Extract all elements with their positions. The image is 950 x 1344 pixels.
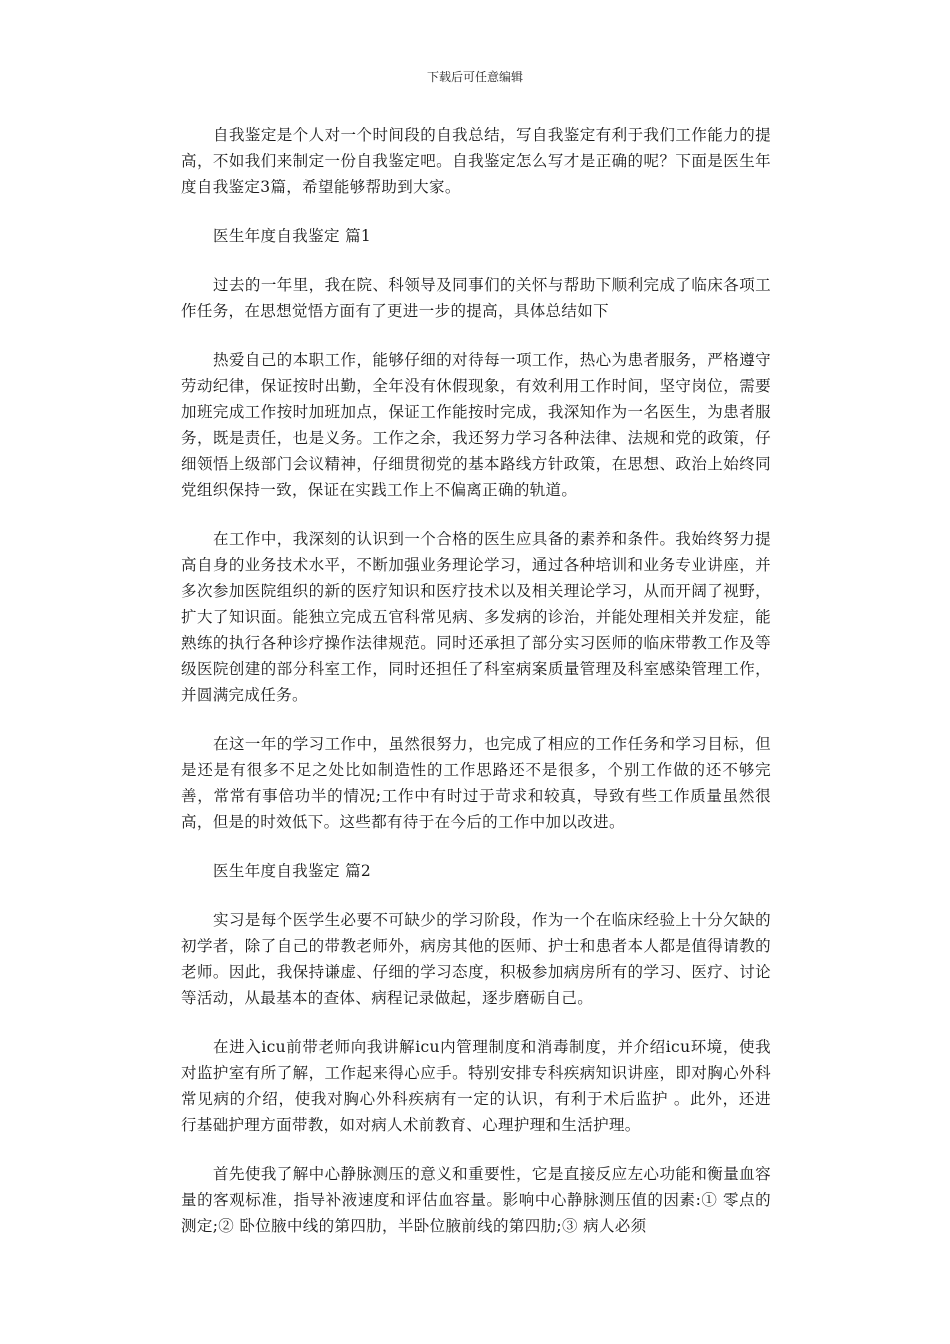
paragraph: 实习是每个医学生必要不可缺少的学习阶段，作为一个在临床经验上十分欠缺的初学者，除了自己的带教老师外，病房其他的医师、护士和患者本人都是值得请教的老师。因此，我保持谦虚、仔细的学习态度，积极参加病房所有的学习、医疗、讨论等活动，从最基本的查体、病程记录做起，逐步磨砺自己。 (181, 911, 771, 1007)
paragraph: 首先使我了解中心静脉测压的意义和重要性，它是直接反应左心功能和衡量血容量的客观标准，指导补液速度和评估血容量。影响中心静脉测压值的因素:① 零点的测定;② 卧位腋中线的第四肋，半卧位腋前线的第四肋;③ 病人必须 (181, 1165, 771, 1235)
paragraph: 在工作中，我深刻的认识到一个合格的医生应具备的素养和条件。我始终努力提高自身的业务技术水平，不断加强业务理论学习，通过各种培训和业务专业讲座，并多次参加医院组织的新的医疗知识和医疗技术以及相关理论学习，从而开阔了视野，扩大了知识面。能独立完成五官科常见病、多发病的诊治，并能处理相关并发症，能熟练的执行各种诊疗操作法律规范。同时还承担了部分实习医师的临床带教工作及等级医院创建的部分科室工作，同时还担任了科室病案质量管理及科室感染管理工作，并圆满完成任务。 (181, 530, 771, 704)
paragraph: 热爱自己的本职工作，能够仔细的对待每一项工作，热心为患者服务，严格遵守劳动纪律，保证按时出勤，全年没有休假现象，有效利用工作时间，坚守岗位，需要加班完成工作按时加班加点，保证工作能按时完成，我深知作为一名医生，为患者服务，既是责任，也是义务。工作之余，我还努力学习各种法律、法规和党的政策，仔细领悟上级部门会议精神，仔细贯彻党的基本路线方针政策，在思想、政治上始终同党组织保持一致，保证在实践工作上不偏离正确的轨道。 (181, 351, 771, 499)
page-header: 下载后可任意编辑 (426, 70, 523, 84)
section-heading-1: 医生年度自我鉴定 篇1 (213, 227, 372, 245)
document-body (181, 122, 771, 1262)
paragraph: 过去的一年里，我在院、科领导及同事们的关怀与帮助下顺利完成了临床各项工作任务，在思想觉悟方面有了更进一步的提高，具体总结如下 (181, 276, 771, 320)
section-heading-2: 医生年度自我鉴定 篇2 (213, 862, 372, 880)
intro-paragraph: 自我鉴定是个人对一个时间段的自我总结，写自我鉴定有利于我们工作能力的提高，不如我们来制定一份自我鉴定吧。自我鉴定怎么写才是正确的呢？下面是医生年度自我鉴定3篇，希望能够帮助到大家。 (181, 126, 771, 196)
paragraph: 在进入icu前带老师向我讲解icu内管理制度和消毒制度，并介绍icu环境，使我对监护室有所了解，工作起来得心应手。特别安排专科疾病知识讲座，即对胸心外科常见病的介绍，使我对胸心外科疾病有一定的认识，有利于术后监护 。此外，还进行基础护理方面带教，如对病人术前教育、心理护理和生活护理。 (181, 1038, 771, 1134)
paragraph: 在这一年的学习工作中，虽然很努力，也完成了相应的工作任务和学习目标，但是还是有很多不足之处比如制造性的工作思路还不是很多，个别工作做的还不够完善，常常有事倍功半的情况;工作中有时过于苛求和较真，导致有些工作质量虽然很高，但是的时效低下。这些都有待于在今后的工作中加以改进。 (181, 735, 771, 831)
